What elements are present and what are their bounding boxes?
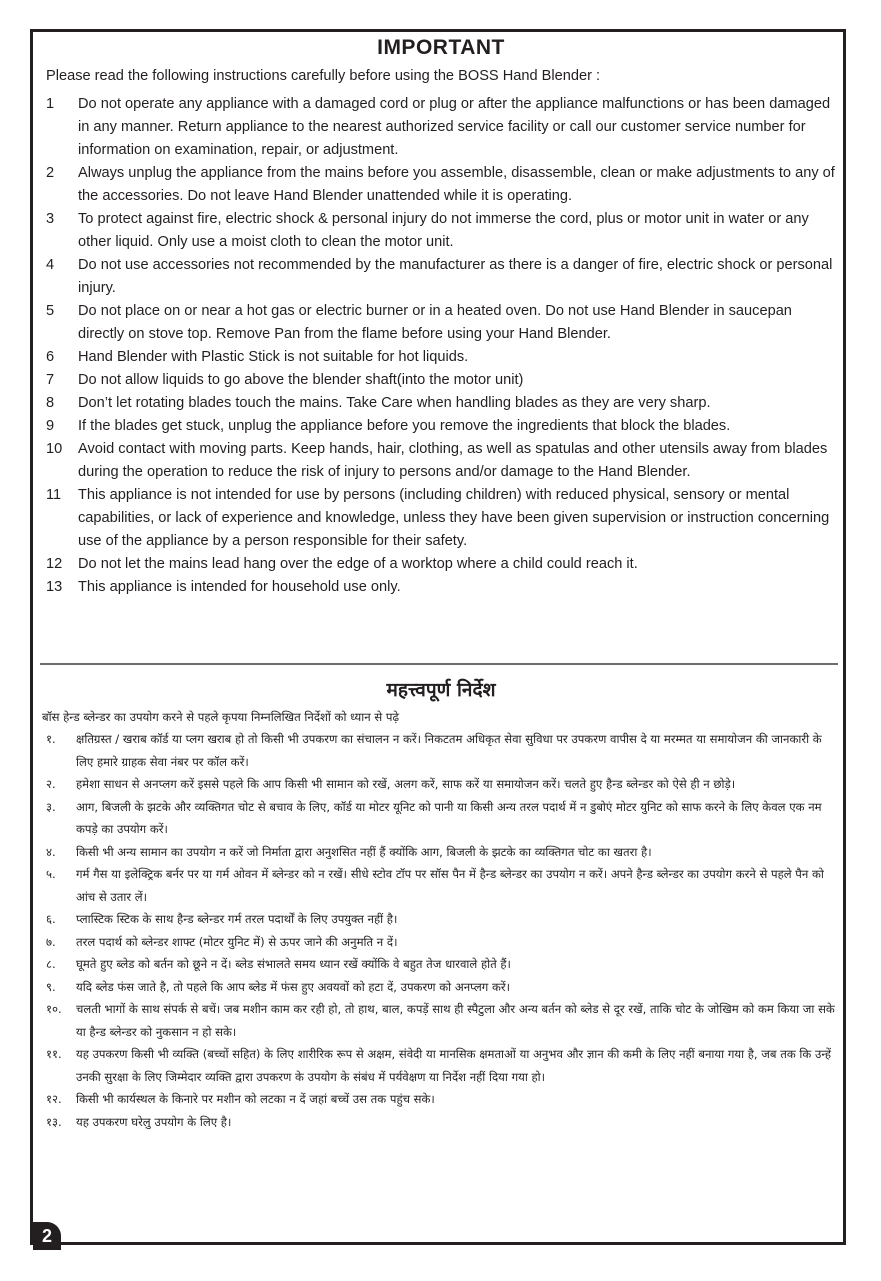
list-item [46,953,836,976]
hindi-intro: बॉस हेन्ड ब्लेन्डर का उपयोग करने से पहले कृपया निम्नलिखित निर्देशों को ध्यान से पढ़े [42,710,399,724]
item-text: This appliance is not intended for use by persons (including children) with reduced physical, sensory or mental capabilities, or lack of experience and knowledge, unless they have been given supervision or instruction concerning use of the appliance by a person responsible for their safety. [78,487,830,549]
item-text: हमेशा साधन से अनप्लग करें इससे पहले कि आप किसी भी सामान को रखें, अलग करें, साफ करें या समायोजन करें। चलते हुए हैन्ड ब्लेन्डर को ऐसे ही न छोड़े। [76,777,736,791]
item-text: चलती भागों के साथ संपर्क से बचें। जब मशीन काम कर रही हो, तो हाथ, बाल, कपड़ें साथ ही स्पैटुला और अन्य बर्तन को ब्लेड से दूर रखें, ताकि चोट के जोखिम को कम किया जा सके या हैन्ड ब्लेन्डर को नुकसान न हो सके। [76,1002,835,1039]
item-text: Hand Blender with Plastic Stick is not suitable for hot liquids. [78,349,469,365]
list-item [46,976,836,999]
item-text: To protect against fire, electric shock & personal injury do not immerse the cord, plus or motor unit in water or any other liquid. Only use a moist cloth to clean the motor unit. [78,211,809,250]
hindi-title: महत्त्वपूर्ण निर्देश [386,679,496,701]
list-item [46,300,836,346]
item-number: ६. [46,912,56,926]
item-number: १०. [46,1002,62,1016]
english-instructions-list [46,93,836,599]
list-item [46,162,836,208]
item-text: यह उपकरण घरेलु उपयोग के लिए है। [76,1114,232,1129]
list-item [46,796,836,841]
list-item [46,254,836,300]
item-number: 6 [46,349,55,365]
list-item [46,438,836,484]
list-item [46,346,836,369]
item-text: किसी भी कार्यस्थल के किनारे पर मशीन को लटका न दें जहां बच्चें उस तक पहुंच सके। [76,1092,435,1106]
item-number: ९. [46,979,56,994]
item-text: यदि ब्लेड फंस जाते है, तो पहले कि आप ब्लेड में फंस हुए अवयवों को हटा दें, उपकरण को अनप्लग करें। [76,979,511,994]
list-item [46,1088,836,1111]
item-text: क्षतिग्रस्त / खराब कॉर्ड या प्लग खराब हो तो किसी भी उपकरण का संचालन न करें। निकटतम अधिकृत सेवा सुविधा पर उपकरण वापीस दे या मरम्मत या समायोजन की जानकारी के लिए हमारे ग्राहक सेवा नंबर पर कॉल करें। [76,732,822,769]
page-number-badge: 2 [33,1222,61,1250]
item-text: Do not let the mains lead hang over the edge of a worktop where a child could reach it. [78,556,638,572]
item-number: ७. [46,934,56,949]
item-text: Don’t let rotating blades touch the mains. Take Care when handling blades as they are very sharp. [78,395,711,411]
list-item [46,998,836,1043]
item-text: प्लास्टिक स्टिक के साथ हैन्ड ब्लेन्डर गर्म तरल पदार्थों के लिए उपयुक्त नहीं है। [76,912,398,926]
item-text: Do not use accessories not recommended by the manufacturer as there is a danger of fire, electric shock or personal injury. [78,257,833,296]
item-number: ११. [46,1047,62,1061]
item-number: १३. [46,1114,62,1129]
list-item [46,841,836,864]
item-text: घूमते हुए ब्लेड को बर्तन को छूने न दें। ब्लेड संभालते समय ध्यान रखें क्योंकि वे बहुत तेज धारवाले होते हैं। [76,957,511,971]
english-section [46,35,836,599]
item-number: 3 [46,211,55,227]
english-intro: Please read the following instructions carefully before using the BOSS Hand Blender : [46,68,601,84]
item-text: Do not place on or near a hot gas or electric burner or in a heated oven. Do not use Hand Blender in saucepan directly on stove top. Remove Pan from the flame before using your Hand Blender. [78,303,792,342]
item-number: ४. [46,844,56,859]
list-item [46,863,836,908]
list-item [46,392,836,415]
item-text: Do not allow liquids to go above the blender shaft(into the motor unit) [78,372,524,388]
list-item [46,1111,836,1134]
list-item [46,93,836,162]
item-number: 2 [46,165,55,181]
list-item [46,931,836,954]
item-number: १. [46,732,56,746]
list-item [46,576,836,599]
item-number: १२. [46,1092,62,1106]
list-item [46,484,836,553]
item-text: तरल पदार्थ को ब्लेन्डर शाफ्ट (मोटर युनिट में) से ऊपर जाने की अनुमति न दें। [76,934,398,949]
section-divider [40,663,838,665]
item-number: ८. [46,957,56,971]
item-text: आग, बिजली के झटके और व्यक्तिगत चोट से बचाव के लिए, कॉर्ड या मोटर यूनिट को पानी या किसी अन्य तरल पदार्थ में न डुबोएं मोटर युनिट को साफ करने के लिए केवल एक नम कपड़े का उपयोग करें। [76,799,822,836]
list-item [46,908,836,931]
item-number: 4 [46,257,55,273]
item-number: ३. [46,799,56,814]
list-item [46,415,836,438]
item-text: Avoid contact with moving parts. Keep hands, hair, clothing, as well as spatulas and other utensils away from blades during the operation to reduce the risk of injury to persons and/or damage to the Hand Blender. [78,441,828,480]
item-number: 8 [46,395,55,411]
hindi-section [42,676,836,1133]
hindi-instructions-list [46,728,836,1133]
list-item [46,369,836,392]
english-title: IMPORTANT [377,36,505,59]
item-text: This appliance is intended for household use only. [78,579,401,595]
item-number: 7 [46,372,55,388]
item-number: 11 [46,487,62,503]
list-item [46,208,836,254]
item-number: 13 [46,579,63,595]
item-number: 9 [46,418,55,434]
item-text: गर्म गैस या इलेक्ट्रिक बर्नर पर या गर्म ओवन में ब्लेन्डर को न रखें। सीधे स्टोव टॉप पर सॉस पैन में हैन्ड ब्लेन्डर का उपयोग न करें। अपने हैन्ड ब्लेन्डर का उपयोग करने से पहले पैन को आंच से उतार लें। [76,867,824,904]
item-number: ५. [46,867,56,881]
item-text: Do not operate any appliance with a damaged cord or plug or after the appliance malfunctions or has been damaged in any manner. Return appliance to the nearest authorized service facility or call our customer service number for information on examination, repair, or adjustment. [78,96,831,158]
item-text: If the blades get stuck, unplug the appliance before you remove the ingredients that block the blades. [78,418,731,434]
item-number: २. [46,777,56,791]
item-text: किसी भी अन्य सामान का उपयोग न करें जो निर्माता द्वारा अनुशसित नहीं हैं क्योंकि आग, बिजली के झटके का व्यक्तिगत चोट का खतरा है। [76,844,652,859]
item-number: 5 [46,303,55,319]
item-number: 10 [46,441,63,457]
list-item [46,728,836,773]
list-item [46,773,836,796]
item-text: यह उपकरण किसी भी व्यक्ति (बच्चों सहित) के लिए शारीरिक रूप से अक्षम, संवेदी या मानसिक क्षमताओं या अनुभव और ज्ञान की कमी के लिए नहीं बनाया गया है, जब तक कि उन्हें उनकी सुरक्षा के लिए जिम्मेदार व्यक्ति द्वारा उपकरण के उपयोग के संबंध में पर्यवेक्षण या निर्देश नहीं दिया गया हो। [76,1047,831,1084]
item-number: 1 [46,96,55,112]
item-number: 12 [46,556,63,572]
item-text: Always unplug the appliance from the mains before you assemble, disassemble, clean or make adjustments to any of the accessories. Do not leave Hand Blender unattended while it is operating. [78,165,835,204]
list-item [46,553,836,576]
list-item [46,1043,836,1088]
